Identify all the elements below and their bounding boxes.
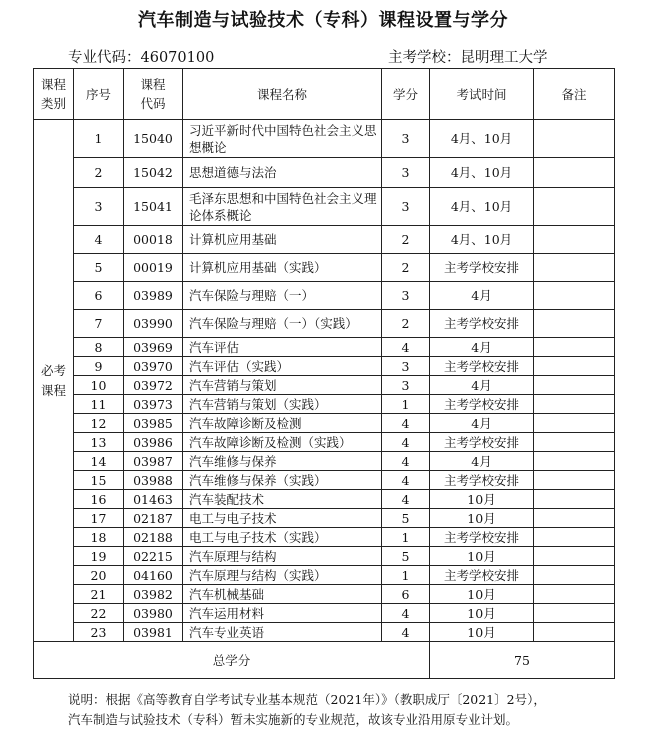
credit-cell: 3 xyxy=(382,188,430,226)
course-code-cell: 03985 xyxy=(124,414,183,433)
remark-cell xyxy=(534,376,615,395)
course-name-cell: 习近平新时代中国特色社会主义思想概论 xyxy=(183,120,382,158)
exam-time-cell: 4月、10月 xyxy=(430,188,534,226)
course-name-cell: 电工与电子技术（实践） xyxy=(183,528,382,547)
course-table xyxy=(33,68,615,679)
seq-cell: 1 xyxy=(74,120,124,158)
footnote-line-1: 说明：根据《高等教育自学考试专业基本规范（2021年）》（教职成厅〔2021〕2号）， xyxy=(68,692,546,707)
course-code-cell: 00018 xyxy=(124,226,183,254)
remark-cell xyxy=(534,452,615,471)
course-code-cell: 03973 xyxy=(124,395,183,414)
table-row xyxy=(34,414,615,433)
course-code-cell: 03988 xyxy=(124,471,183,490)
table-row xyxy=(34,376,615,395)
credit-cell: 4 xyxy=(382,471,430,490)
credit-cell: 1 xyxy=(382,566,430,585)
seq-cell: 6 xyxy=(74,282,124,310)
course-name-cell: 汽车机械基础 xyxy=(183,585,382,604)
credit-cell: 4 xyxy=(382,490,430,509)
header-exam-time: 考试时间 xyxy=(430,69,534,120)
remark-cell xyxy=(534,528,615,547)
course-name-cell: 思想道德与法治 xyxy=(183,158,382,188)
remark-cell xyxy=(534,490,615,509)
remark-cell xyxy=(534,547,615,566)
remark-cell xyxy=(534,471,615,490)
seq-cell: 17 xyxy=(74,509,124,528)
table-row xyxy=(34,158,615,188)
table-row xyxy=(34,254,615,282)
header-course-code: 课程 代码 xyxy=(124,69,183,120)
remark-cell xyxy=(534,604,615,623)
seq-cell: 21 xyxy=(74,585,124,604)
seq-cell: 15 xyxy=(74,471,124,490)
course-code-cell: 03982 xyxy=(124,585,183,604)
exam-time-cell: 4月 xyxy=(430,376,534,395)
exam-time-cell: 主考学校安排 xyxy=(430,528,534,547)
course-code-cell: 03989 xyxy=(124,282,183,310)
table-row xyxy=(34,547,615,566)
course-code-cell: 03986 xyxy=(124,433,183,452)
table-row xyxy=(34,282,615,310)
exam-time-cell: 4月、10月 xyxy=(430,226,534,254)
seq-cell: 5 xyxy=(74,254,124,282)
course-code-cell: 03980 xyxy=(124,604,183,623)
course-name-cell: 汽车原理与结构（实践） xyxy=(183,566,382,585)
course-code-cell: 04160 xyxy=(124,566,183,585)
major-code-label: 专业代码： xyxy=(68,50,141,66)
major-code xyxy=(68,46,214,67)
course-name-cell: 计算机应用基础（实践） xyxy=(183,254,382,282)
seq-cell: 18 xyxy=(74,528,124,547)
remark-cell xyxy=(534,414,615,433)
table-row xyxy=(34,188,615,226)
remark-cell xyxy=(534,254,615,282)
credit-cell: 4 xyxy=(382,604,430,623)
remark-cell xyxy=(534,282,615,310)
seq-cell: 19 xyxy=(74,547,124,566)
course-name-cell: 计算机应用基础 xyxy=(183,226,382,254)
table-row xyxy=(34,395,615,414)
exam-time-cell: 主考学校安排 xyxy=(430,471,534,490)
remark-cell xyxy=(534,566,615,585)
seq-cell: 16 xyxy=(74,490,124,509)
host-school-label: 主考学校： xyxy=(388,50,461,66)
table-row xyxy=(34,604,615,623)
footnote-line-2: 汽车制造与试验技术（专科）暂未实施新的专业规范，故该专业沿用原专业计划。 xyxy=(68,712,519,727)
credit-cell: 3 xyxy=(382,376,430,395)
table-row xyxy=(34,357,615,376)
exam-time-cell: 4月 xyxy=(430,338,534,357)
total-credits-value: 75 xyxy=(430,642,615,679)
exam-time-cell: 10月 xyxy=(430,604,534,623)
table-row xyxy=(34,566,615,585)
exam-time-cell: 主考学校安排 xyxy=(430,254,534,282)
table-row xyxy=(34,528,615,547)
exam-time-cell: 10月 xyxy=(430,585,534,604)
seq-cell: 14 xyxy=(74,452,124,471)
credit-cell: 6 xyxy=(382,585,430,604)
header-category: 课程 类别 xyxy=(34,69,74,120)
course-name-cell: 汽车专业英语 xyxy=(183,623,382,642)
course-code-cell: 03970 xyxy=(124,357,183,376)
exam-time-cell: 主考学校安排 xyxy=(430,566,534,585)
table-row xyxy=(34,509,615,528)
seq-cell: 20 xyxy=(74,566,124,585)
total-row xyxy=(34,642,615,679)
exam-time-cell: 4月 xyxy=(430,282,534,310)
course-name-cell: 汽车保险与理赔（一） xyxy=(183,282,382,310)
header-credit: 学分 xyxy=(382,69,430,120)
course-name-cell: 汽车故障诊断及检测（实践） xyxy=(183,433,382,452)
table-row xyxy=(34,433,615,452)
exam-time-cell: 主考学校安排 xyxy=(430,310,534,338)
credit-cell: 4 xyxy=(382,623,430,642)
seq-cell: 10 xyxy=(74,376,124,395)
course-name-cell: 汽车评估（实践） xyxy=(183,357,382,376)
seq-cell: 9 xyxy=(74,357,124,376)
credit-cell: 4 xyxy=(382,338,430,357)
host-school-value: 昆明理工大学 xyxy=(460,50,548,66)
exam-time-cell: 主考学校安排 xyxy=(430,433,534,452)
table-row xyxy=(34,471,615,490)
exam-time-cell: 4月 xyxy=(430,414,534,433)
remark-cell xyxy=(534,357,615,376)
course-name-cell: 汽车故障诊断及检测 xyxy=(183,414,382,433)
credit-cell: 2 xyxy=(382,254,430,282)
exam-time-cell: 10月 xyxy=(430,509,534,528)
course-name-cell: 汽车维修与保养（实践） xyxy=(183,471,382,490)
credit-cell: 3 xyxy=(382,120,430,158)
remark-cell xyxy=(534,158,615,188)
course-code-cell: 15040 xyxy=(124,120,183,158)
page-title: 汽车制造与试验技术（专科）课程设置与学分 xyxy=(138,10,508,31)
remark-cell xyxy=(534,338,615,357)
course-name-cell: 汽车装配技术 xyxy=(183,490,382,509)
remark-cell xyxy=(534,188,615,226)
table-row xyxy=(34,452,615,471)
seq-cell: 4 xyxy=(74,226,124,254)
exam-time-cell: 10月 xyxy=(430,547,534,566)
credit-cell: 4 xyxy=(382,414,430,433)
course-name-cell: 汽车运用材料 xyxy=(183,604,382,623)
seq-cell: 3 xyxy=(74,188,124,226)
major-code-value: 46070100 xyxy=(140,50,215,66)
course-code-cell: 00019 xyxy=(124,254,183,282)
exam-time-cell: 10月 xyxy=(430,490,534,509)
table-row xyxy=(34,120,615,158)
course-code-cell: 15041 xyxy=(124,188,183,226)
seq-cell: 2 xyxy=(74,158,124,188)
remark-cell xyxy=(534,585,615,604)
course-name-cell: 毛泽东思想和中国特色社会主义理论体系概论 xyxy=(183,188,382,226)
exam-time-cell: 4月 xyxy=(430,452,534,471)
credit-cell: 1 xyxy=(382,395,430,414)
table-row xyxy=(34,310,615,338)
credit-cell: 2 xyxy=(382,226,430,254)
table-row xyxy=(34,338,615,357)
credit-cell: 4 xyxy=(382,452,430,471)
seq-cell: 12 xyxy=(74,414,124,433)
remark-cell xyxy=(534,120,615,158)
seq-cell: 8 xyxy=(74,338,124,357)
remark-cell xyxy=(534,433,615,452)
remark-cell xyxy=(534,623,615,642)
credit-cell: 1 xyxy=(382,528,430,547)
table-row xyxy=(34,585,615,604)
exam-time-cell: 4月、10月 xyxy=(430,120,534,158)
seq-cell: 22 xyxy=(74,604,124,623)
course-name-cell: 汽车原理与结构 xyxy=(183,547,382,566)
course-name-cell: 汽车营销与策划（实践） xyxy=(183,395,382,414)
course-code-cell: 03981 xyxy=(124,623,183,642)
header-course-name: 课程名称 xyxy=(183,69,382,120)
exam-time-cell: 主考学校安排 xyxy=(430,357,534,376)
header-remark: 备注 xyxy=(534,69,615,120)
course-name-cell: 电工与电子技术 xyxy=(183,509,382,528)
remark-cell xyxy=(534,226,615,254)
exam-time-cell: 主考学校安排 xyxy=(430,395,534,414)
credit-cell: 3 xyxy=(382,282,430,310)
course-name-cell: 汽车维修与保养 xyxy=(183,452,382,471)
remark-cell xyxy=(534,395,615,414)
total-credits-label: 总学分 xyxy=(34,642,430,679)
course-code-cell: 02187 xyxy=(124,509,183,528)
remark-cell xyxy=(534,509,615,528)
course-code-cell: 01463 xyxy=(124,490,183,509)
exam-time-cell: 10月 xyxy=(430,623,534,642)
course-name-cell: 汽车保险与理赔（一）（实践） xyxy=(183,310,382,338)
credit-cell: 5 xyxy=(382,509,430,528)
seq-cell: 7 xyxy=(74,310,124,338)
category-cell: 必考 课程 xyxy=(34,120,74,642)
credit-cell: 2 xyxy=(382,310,430,338)
footnote xyxy=(68,690,628,730)
table-row xyxy=(34,490,615,509)
course-name-cell: 汽车营销与策划 xyxy=(183,376,382,395)
course-code-cell: 15042 xyxy=(124,158,183,188)
course-code-cell: 03987 xyxy=(124,452,183,471)
header-seq: 序号 xyxy=(74,69,124,120)
credit-cell: 4 xyxy=(382,433,430,452)
seq-cell: 23 xyxy=(74,623,124,642)
course-code-cell: 03990 xyxy=(124,310,183,338)
seq-cell: 13 xyxy=(74,433,124,452)
table-row xyxy=(34,226,615,254)
credit-cell: 3 xyxy=(382,158,430,188)
seq-cell: 11 xyxy=(74,395,124,414)
table-row xyxy=(34,623,615,642)
credit-cell: 3 xyxy=(382,357,430,376)
course-code-cell: 02215 xyxy=(124,547,183,566)
course-code-cell: 03972 xyxy=(124,376,183,395)
credit-cell: 5 xyxy=(382,547,430,566)
course-code-cell: 03969 xyxy=(124,338,183,357)
header-row xyxy=(34,69,615,120)
course-code-cell: 02188 xyxy=(124,528,183,547)
exam-time-cell: 4月、10月 xyxy=(430,158,534,188)
course-name-cell: 汽车评估 xyxy=(183,338,382,357)
remark-cell xyxy=(534,310,615,338)
host-school xyxy=(388,46,548,67)
